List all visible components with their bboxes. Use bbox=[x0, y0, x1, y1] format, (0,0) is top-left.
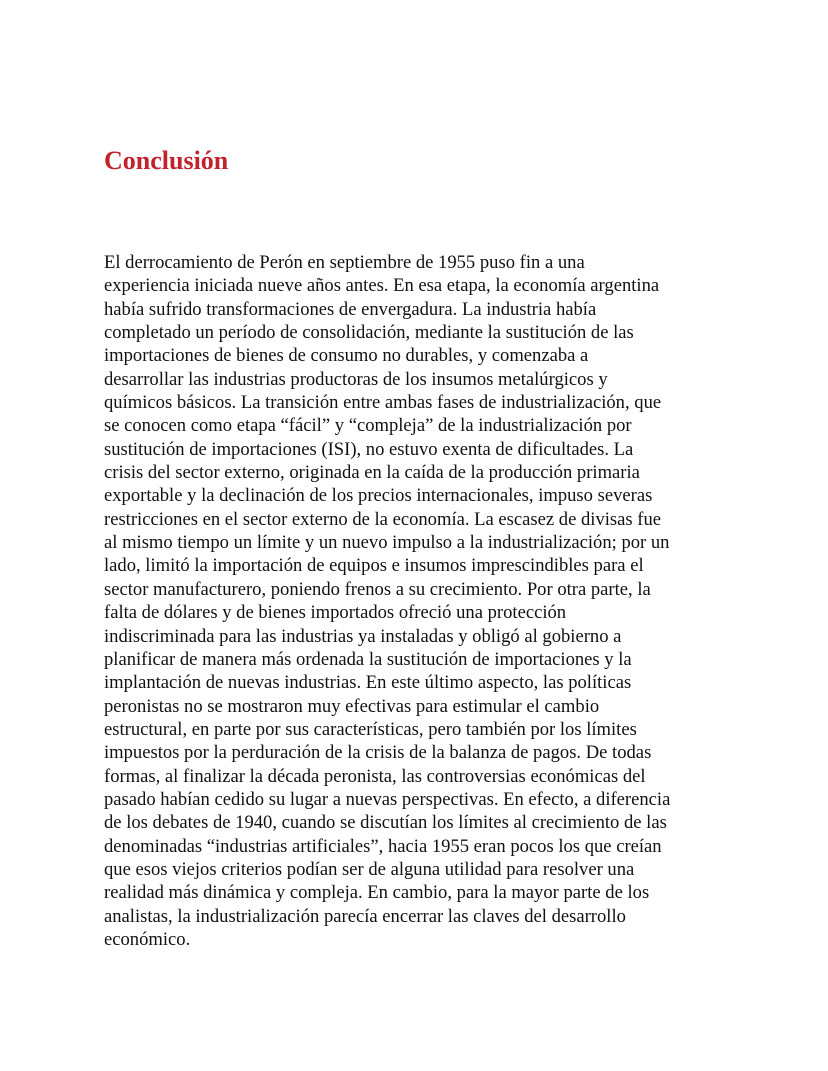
paragraph-line: crisis del sector externo, originada en la caída de la producción primaria bbox=[104, 462, 640, 484]
paragraph-line: analistas, la industrialización parecía encerrar las claves del desarrollo bbox=[104, 905, 626, 927]
paragraph-line: El derrocamiento de Perón en septiembre de 1955 puso fin a una bbox=[104, 252, 585, 273]
paragraph-line: peronistas no se mostraron muy efectivas para estimular el cambio bbox=[104, 695, 600, 717]
paragraph-line: de los debates de 1940, cuando se discutían los límites al crecimiento de las bbox=[104, 812, 667, 834]
paragraph-line: había sufrido transformaciones de envergadura. La industria había bbox=[104, 298, 597, 320]
paragraph-line: experiencia iniciada nueve años antes. En esa etapa, la economía argentina bbox=[104, 275, 660, 297]
paragraph-line: completado un período de consolidación, mediante la sustitución de las bbox=[104, 322, 634, 344]
paragraph-line: lado, limitó la importación de equipos e insumos imprescindibles para el bbox=[104, 555, 644, 577]
paragraph-line: al mismo tiempo un límite y un nuevo impulso a la industrialización; por un bbox=[104, 532, 670, 554]
paragraph-line: desarrollar las industrias productoras de los insumos metalúrgicos y bbox=[104, 368, 608, 390]
paragraph-line: formas, al finalizar la década peronista, las controversias económicas del bbox=[104, 765, 646, 787]
conclusion-paragraph bbox=[104, 251, 744, 951]
paragraph-line: sustitución de importaciones (ISI), no estuvo exenta de dificultades. La bbox=[104, 438, 634, 460]
paragraph-line: económico. bbox=[104, 928, 191, 950]
paragraph-line: implantación de nuevas industrias. En este último aspecto, las políticas bbox=[104, 672, 632, 694]
paragraph-line: estructural, en parte por sus características, pero también por los límites bbox=[104, 718, 637, 740]
paragraph-line: restricciones en el sector externo de la economía. La escasez de divisas fue bbox=[104, 508, 662, 530]
paragraph-line: se conocen como etapa “fácil” y “compleja” de la industrialización por bbox=[104, 415, 632, 437]
paragraph-line: sector manufacturero, poniendo frenos a su crecimiento. Por otra parte, la bbox=[104, 578, 651, 600]
paragraph-line: falta de dólares y de bienes importados ofreció una protección bbox=[104, 602, 567, 624]
paragraph-line: importaciones de bienes de consumo no durables, y comenzaba a bbox=[104, 345, 589, 367]
paragraph-line: planificar de manera más ordenada la sustitución de importaciones y la bbox=[104, 648, 632, 670]
paragraph-line: químicos básicos. La transición entre ambas fases de industrialización, que bbox=[104, 392, 662, 414]
paragraph-line: denominadas “industrias artificiales”, hacia 1955 eran pocos los que creían bbox=[104, 835, 662, 857]
section-title: Conclusión bbox=[104, 146, 229, 175]
paragraph-line: realidad más dinámica y compleja. En cambio, para la mayor parte de los bbox=[104, 882, 650, 904]
paragraph-line: impuestos por la perduración de la crisis de la balanza de pagos. De todas bbox=[104, 742, 652, 764]
paragraph-line: que esos viejos criterios podían ser de alguna utilidad para resolver una bbox=[104, 858, 635, 880]
paragraph-line: indiscriminada para las industrias ya instaladas y obligó al gobierno a bbox=[104, 625, 622, 647]
paragraph-line: pasado habían cedido su lugar a nuevas perspectivas. En efecto, a diferencia bbox=[104, 788, 671, 810]
paragraph-line: exportable y la declinación de los precios internacionales, impuso severas bbox=[104, 485, 653, 507]
